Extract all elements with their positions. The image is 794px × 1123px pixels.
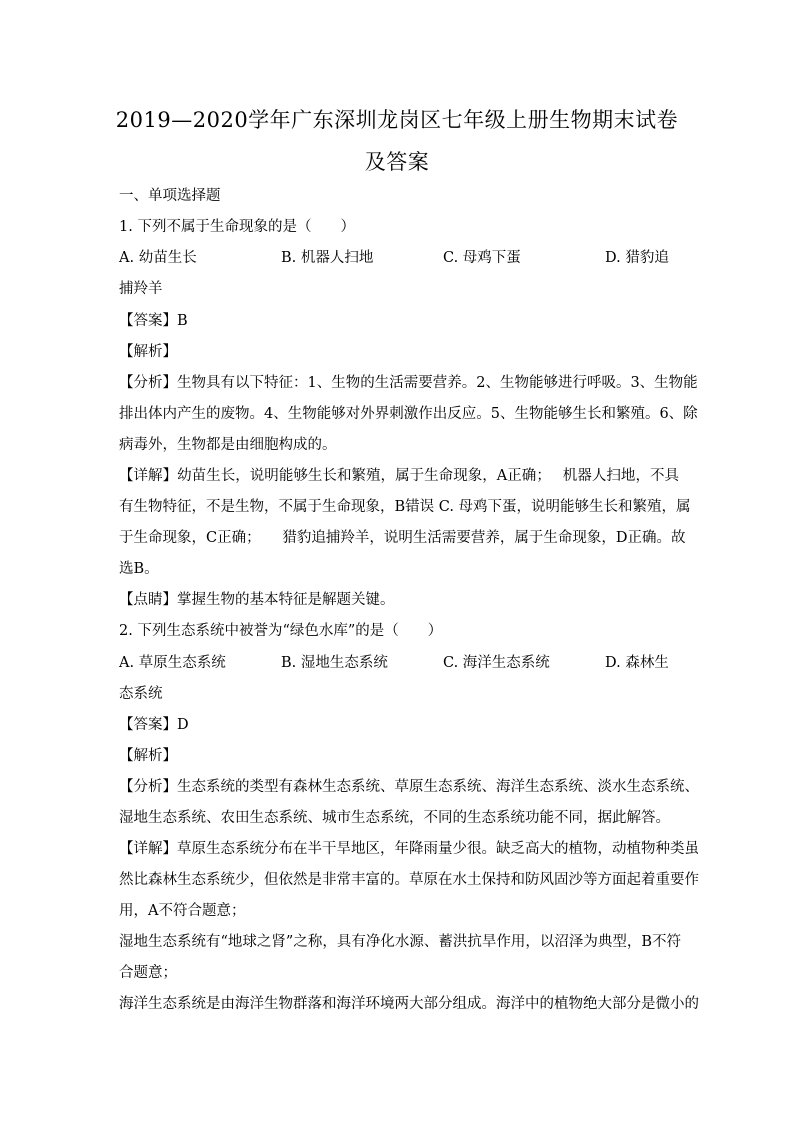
q1-answer: 【答案】B bbox=[119, 313, 188, 329]
q1-xiangjie-line-4: 选B。 bbox=[119, 561, 159, 577]
q2-xiangjie-line-3: 用，A不符合题意； bbox=[119, 903, 246, 919]
document-title-line-1: 2019—2020学年广东深圳龙岗区七年级上册生物期末试卷 bbox=[115, 108, 679, 132]
q1-option-d: D. 猎豹追 bbox=[605, 250, 669, 266]
q1-xiangjie-line-1: 【详解】幼苗生长，说明能够生长和繁殖，属于生命现象，A正确； 机器人扫地，不具 bbox=[119, 468, 679, 484]
q2-question: 2. 下列生态系统中被誉为“绿色水库”的是（ ） bbox=[119, 623, 443, 639]
q2-xiangjie-line-5: 合题意； bbox=[119, 965, 177, 981]
q2-xiangjie-line-1: 【详解】草原生态系统分布在半干旱地区，年降雨量少很。缺乏高大的植物，动植物种类虽 bbox=[119, 841, 699, 857]
q1-xiangjie-line-2: 有生物特征，不是生物，不属于生命现象，B错误 C. 母鸡下蛋，说明能够生长和繁殖，属 bbox=[119, 499, 691, 515]
q2-xiangjie-line-4: 湿地生态系统有“地球之肾”之称，具有净化水源、蓄洪抗旱作用，以沼泽为典型，B不符 bbox=[119, 934, 681, 950]
q1-option-wrap: 捕羚羊 bbox=[119, 281, 163, 297]
q1-question: 1. 下列不属于生命现象的是（ ） bbox=[119, 219, 355, 235]
q1-dianjing: 【点睛】掌握生物的基本特征是解题关键。 bbox=[119, 592, 395, 608]
q2-fenxi-line-1: 【分析】生态系统的类型有森林生态系统、草原生态系统、海洋生态系统、淡水生态系统、 bbox=[119, 779, 699, 795]
section-heading: 一、单项选择题 bbox=[119, 188, 221, 204]
q2-xiangjie-line-2: 然比森林生态系统少，但依然是非常丰富的。草原在水土保持和防风固沙等方面起着重要作 bbox=[119, 872, 699, 888]
q1-xiangjie-line-3: 于生命现象，C正确； 猎豹追捕羚羊，说明生活需要营养，属于生命现象，D正确。故 bbox=[119, 530, 686, 546]
q1-analysis-label: 【解析】 bbox=[119, 344, 177, 360]
q2-option-b: B. 湿地生态系统 bbox=[281, 655, 388, 671]
q1-option-a: A. 幼苗生长 bbox=[119, 250, 197, 266]
q2-option-wrap: 态系统 bbox=[119, 686, 163, 702]
q2-option-a: A. 草原生态系统 bbox=[119, 655, 226, 671]
q1-fenxi-line-3: 病毒外，生物都是由细胞构成的。 bbox=[119, 437, 337, 453]
q2-fenxi-line-2: 湿地生态系统、农田生态系统、城市生态系统，不同的生态系统功能不同，据此解答。 bbox=[119, 810, 670, 826]
q1-option-b: B. 机器人扫地 bbox=[281, 250, 374, 266]
q2-option-d: D. 森林生 bbox=[605, 655, 669, 671]
q2-answer: 【答案】D bbox=[119, 717, 189, 733]
q2-option-c: C. 海洋生态系统 bbox=[443, 655, 550, 671]
q1-fenxi-line-1: 【分析】生物具有以下特征：1、生物的生活需要营养。2、生物能够进行呼吸。3、生物能 bbox=[119, 375, 698, 391]
q2-analysis-label: 【解析】 bbox=[119, 748, 177, 764]
document-title-line-2: 及答案 bbox=[364, 150, 430, 174]
q1-fenxi-line-2: 排出体内产生的废物。4、生物能够对外界刺激作出反应。5、生物能够生长和繁殖。6、除 bbox=[119, 406, 698, 422]
q1-option-c: C. 母鸡下蛋 bbox=[443, 250, 521, 266]
q2-xiangjie-line-6: 海洋生态系统是由海洋生物群落和海洋环境两大部分组成。海洋中的植物绝大部分是微小的 bbox=[119, 996, 699, 1012]
